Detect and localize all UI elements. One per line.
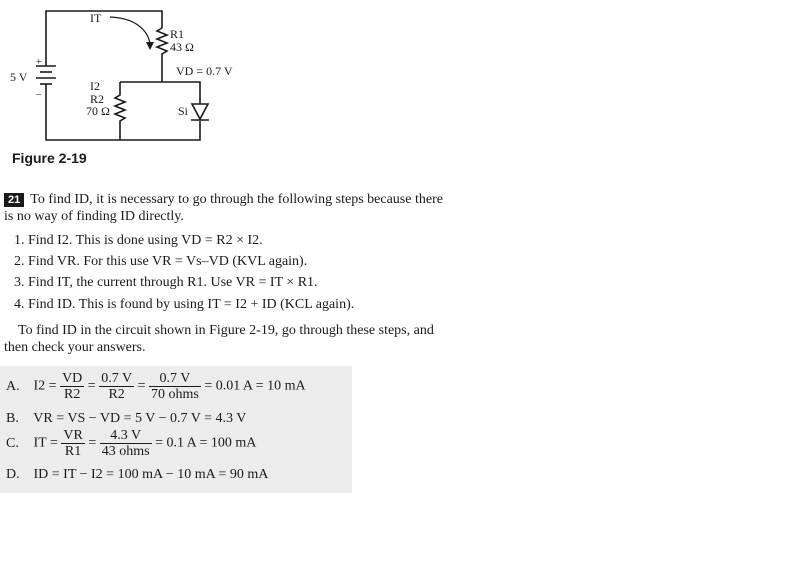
resistor-r1 <box>157 28 167 82</box>
answer-c-lhs: IT = <box>33 435 58 451</box>
answer-d-label: D. <box>6 467 20 482</box>
question-line-1 <box>4 191 474 208</box>
resistor-r2 <box>115 82 125 140</box>
diode <box>191 104 209 120</box>
plus-sign: + <box>36 57 42 68</box>
question-line-2: is no way of finding ID directly. <box>4 209 184 224</box>
fraction-07-70: $\frac{0.7 V}{\text{70 ohms}}$ <box>150 371 199 402</box>
step-1: 1. Find I2. This is done using VD = R2 × I2. <box>14 233 263 248</box>
wire-left-top <box>46 11 162 66</box>
step-4: 4. Find ID. This is found by using IT = I2 + ID (KCL again). <box>14 297 355 312</box>
step-2: 2. Find VR. For this use VR = Vs–VD (KVL again). <box>14 254 308 269</box>
question-number-badge: 21 <box>4 193 24 207</box>
diode-label: Si <box>178 104 189 118</box>
wire-left-bottom <box>46 92 200 140</box>
question-text-1: To find ID, it is necessary to go through the following steps because there <box>30 192 443 207</box>
r1-value: 43 Ω <box>170 40 194 54</box>
r2-value: 70 Ω <box>86 104 110 118</box>
r2-name: R2 <box>90 92 105 106</box>
it-label: IT <box>90 11 102 25</box>
answer-a: A. I2 = $\frac{VD}{R2}$ = $\frac{0.7 V}{R2}$ = $\frac{0.7 V}{\text{70 ohms}}$ = 0.01 A = 10 mA <box>6 371 306 402</box>
figure-caption: Figure 2-19 <box>12 150 87 166</box>
question-paragraph <box>4 191 474 225</box>
circuit-diagram <box>0 0 260 150</box>
i2-label: I2 <box>90 79 100 93</box>
instruction-line-2: then check your answers. <box>4 340 146 355</box>
source-label: 5 V <box>10 70 28 84</box>
instruction-paragraph <box>4 322 474 356</box>
step-3: 3. Find IT, the current through R1. Use VR = IT × R1. <box>14 275 318 290</box>
r1-name: R1 <box>170 27 185 41</box>
fraction-vd-r2: $\frac{VD}{R2}$ <box>62 371 83 402</box>
answer-b <box>6 411 246 427</box>
answer-d-text: ID = IT − I2 = 100 mA − 10 mA = 90 mA <box>33 467 269 482</box>
answer-a-lhs: I2 = <box>33 378 57 394</box>
answer-d <box>6 467 268 483</box>
wire-junction <box>120 82 200 104</box>
current-arrow <box>110 17 150 44</box>
answer-a-result: = 0.01 A = 10 mA <box>204 378 306 394</box>
answer-c: C. IT = $\frac{VR}{R1}$ = $\frac{4.3 V}{\text{43 ohms}}$ = 0.1 A = 100 mA <box>6 428 257 459</box>
instruction-line-1: To find ID in the circuit shown in Figure 2-19, go through these steps, and <box>18 323 434 338</box>
fraction-vr-r1: $\frac{VR}{R1}$ <box>63 428 83 459</box>
answer-b-text: VR = VS − VD = 5 V − 0.7 V = 4.3 V <box>33 411 247 426</box>
answer-c-result: = 0.1 A = 100 mA <box>155 435 257 451</box>
answer-a-label: A. <box>6 378 20 394</box>
answer-c-label: C. <box>6 435 19 451</box>
answer-b-label: B. <box>6 411 19 426</box>
fraction-07-r2: $\frac{0.7 V}{R2}$ <box>101 371 133 402</box>
minus-sign: – <box>36 89 41 100</box>
vd-label: VD = 0.7 V <box>176 64 233 78</box>
fraction-43-43: $\frac{4.3 V}{\text{43 ohms}}$ <box>101 428 150 459</box>
